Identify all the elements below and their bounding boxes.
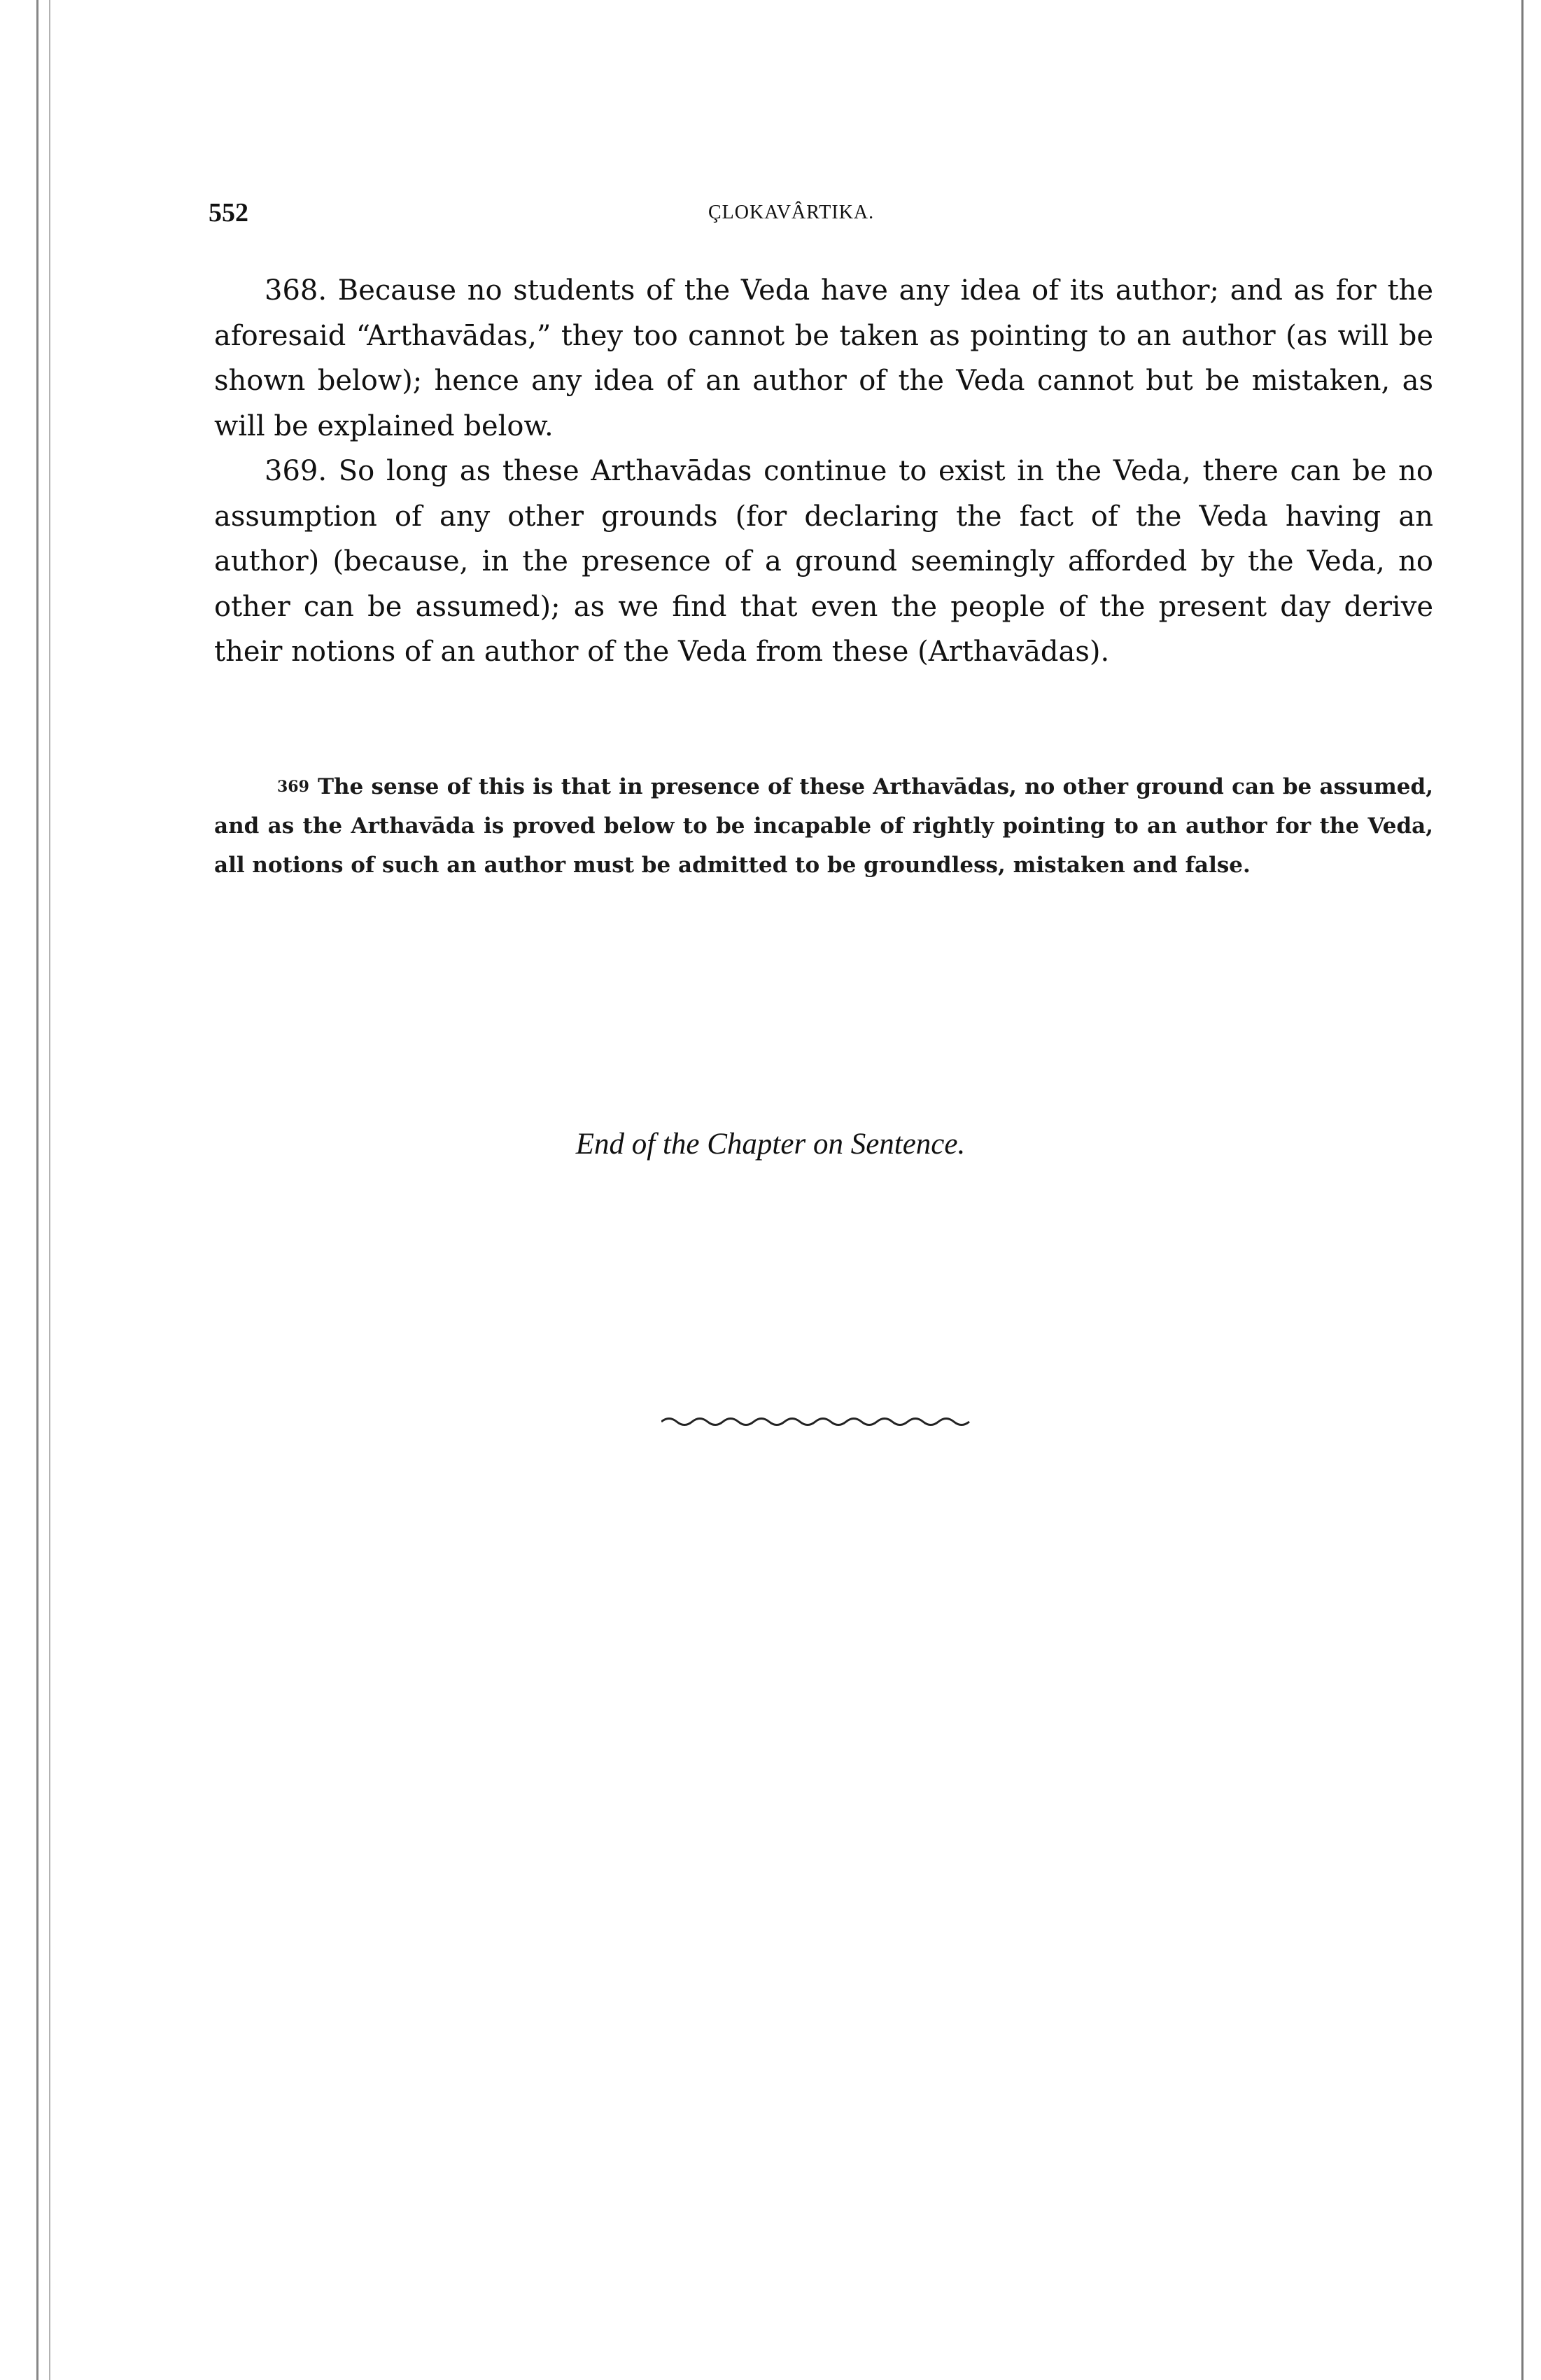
- footnote-text: The sense of this is that in presence of these Arthavādas, no other ground can be assumed, and as the Arthavāda is proved below to be incapable of rightly pointing to an author for the Veda, all notions of such an author must be admitted to be groundless, mistaken and false.: [214, 774, 1433, 878]
- chapter-end-line: End of the Chapter on Sentence.: [575, 1128, 966, 1161]
- paragraph-text: Because no students of the Veda have any idea of its author; and as for the aforesaid “Arthavādas,” they too cannot be taken as pointing to an author (as will be shown below); hence any idea of an author of the Veda cannot but be mistaken, as will be explained below.: [214, 274, 1433, 442]
- page-header: [209, 197, 1433, 232]
- scan-edge-line-left-inner: [49, 0, 50, 2380]
- scan-edge-line-left: [36, 0, 38, 2380]
- paragraph-368: [214, 268, 1433, 449]
- footnote: [214, 767, 1433, 885]
- decorative-squiggle-rule: [661, 1412, 976, 1433]
- scan-edge-line-right: [1521, 0, 1524, 2380]
- paragraph-number: 368.: [265, 274, 328, 307]
- running-title: ÇLOKAVÂRTIKA.: [708, 202, 875, 223]
- paragraph-text: So long as these Arthavādas continue to exist in the Veda, there can be no assumption of any other grounds (for declaring the fact of the Veda having an author) (because, in the presence of a ground seemingly afforded by the Veda, no other can be assumed); as we find that even the people of the present day derive their notions of an author of the Veda from these (Arthavādas).: [214, 455, 1434, 668]
- main-text: [214, 268, 1433, 675]
- paragraph-369: [214, 449, 1433, 675]
- page-number: 552: [209, 198, 248, 227]
- footnote-marker: 369: [277, 778, 309, 796]
- paragraph-number: 369.: [265, 455, 328, 487]
